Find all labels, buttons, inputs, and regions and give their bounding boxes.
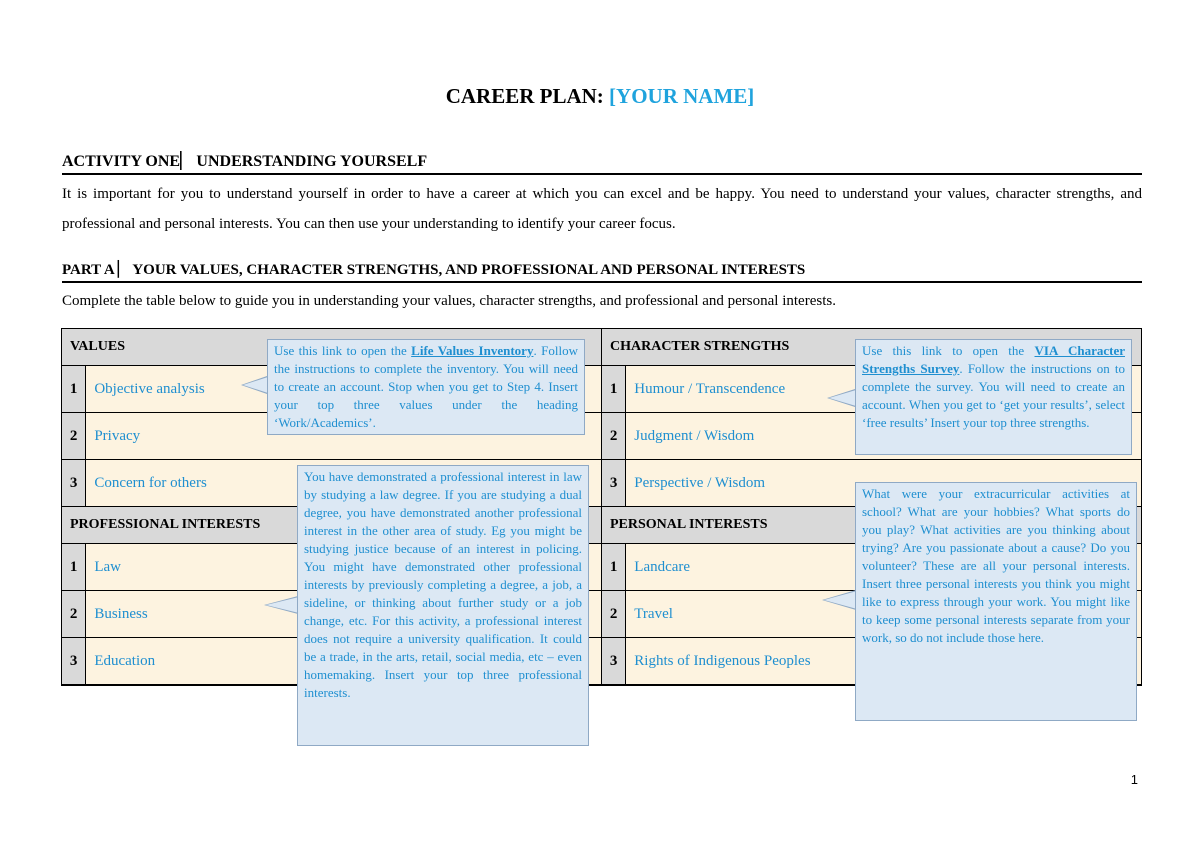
strength-2[interactable]: Judgment / Wisdom xyxy=(626,413,1142,460)
value-2[interactable]: Privacy xyxy=(86,413,602,460)
values-callout-text: Use this link to open the xyxy=(274,343,412,358)
row-number: 1 xyxy=(62,544,86,591)
strengths-callout-pointer-fill xyxy=(829,390,856,406)
professional-interest-3[interactable]: Education xyxy=(86,638,602,686)
strengths-callout xyxy=(855,339,1132,455)
row-number: 3 xyxy=(62,638,86,686)
values-callout-text-rest: . Follow the instructions to complete the inventory. You will need to create an account. Stop when you get to Step 4. Insert your top three values under the heading ‘Work/Academics’. xyxy=(274,343,578,430)
part-a-heading: PART A ▏ YOUR VALUES, CHARACTER STRENGTHS, AND PROFESSIONAL AND PERSONAL INTERESTS xyxy=(62,260,1142,283)
row-number: 2 xyxy=(62,591,86,638)
page-title xyxy=(0,84,1200,109)
personal-callout: What were your extracurricular activities at school? What are your hobbies? What sports do you play? What activities are you thinking about trying? Are you passionate about a cause? Do you volunteer? These are all your personal interests. Insert three personal interests you think you might like to express through your work. You might like to keep some personal interests separate from your work, so do not include those here. xyxy=(855,482,1137,721)
page-number: 1 xyxy=(1130,772,1138,787)
via-character-strengths-survey-link[interactable]: VIA Character Strengths Survey xyxy=(862,343,1125,376)
value-1[interactable]: Objective analysis xyxy=(86,366,602,413)
row-number: 2 xyxy=(62,413,86,460)
row-number: 3 xyxy=(601,460,625,507)
personal-interest-1[interactable]: Landcare xyxy=(626,544,1142,591)
strengths-callout-text-rest: . Follow the instructions on to complete the survey. You will need to create an account. When you get to ‘get your results’, select ‘free results’ Insert your top three strengths. xyxy=(862,361,1125,430)
life-values-inventory-link[interactable]: Life Values Inventory xyxy=(411,343,534,358)
strength-3[interactable]: Perspective / Wisdom xyxy=(626,460,1142,507)
professional-interests-header: PROFESSIONAL INTERESTS xyxy=(62,507,602,544)
strengths-header: CHARACTER STRENGTHS xyxy=(601,329,1141,366)
activity-heading: ACTIVITY ONE▏ UNDERSTANDING YOURSELF xyxy=(62,151,1142,175)
part-a-intro: Complete the table below to guide you in understanding your values, character strengths, and professional and personal interests. xyxy=(62,293,836,309)
professional-callout-pointer-fill xyxy=(266,597,299,613)
professional-callout: You have demonstrated a professional interest in law by studying a law degree. If you are studying a dual degree, you have demonstrated another professional interest in the other area of study. Eg you might be studying justice because of an interest in policing. You might have demonstrated other professional interests by previously completing a degree, a job, a sideline, or thinking about further study or a job change, etc. For this activity, a professional interest does not require a university qualification. It could be a trade, in the arts, retail, social media, etc – even homemaking. Insert your top three professional interests. xyxy=(297,465,589,746)
row-number: 1 xyxy=(601,366,625,413)
personal-interest-2[interactable]: Travel xyxy=(626,591,1142,638)
your-name-placeholder[interactable]: [YOUR NAME] xyxy=(609,84,755,108)
row-number: 2 xyxy=(601,591,625,638)
professional-interest-1[interactable]: Law xyxy=(86,544,602,591)
row-number: 3 xyxy=(62,460,86,507)
values-callout-pointer-fill xyxy=(243,377,268,393)
title-prefix: CAREER PLAN: xyxy=(445,84,610,108)
row-number: 1 xyxy=(601,544,625,591)
value-3[interactable]: Concern for others xyxy=(86,460,602,507)
personal-callout-pointer-fill xyxy=(824,591,857,609)
personal-interest-3[interactable]: Rights of Indigenous Peoples xyxy=(626,638,1142,686)
values-callout xyxy=(267,339,585,435)
values-header: VALUES xyxy=(62,329,602,366)
row-number: 2 xyxy=(601,413,625,460)
row-number: 3 xyxy=(601,638,625,686)
row-number: 1 xyxy=(62,366,86,413)
strengths-callout-text: Use this link to open the xyxy=(862,343,1035,358)
personal-interests-header: PERSONAL INTERESTS xyxy=(601,507,1141,544)
professional-interest-2[interactable]: Business xyxy=(86,591,602,638)
strength-1[interactable]: Humour / Transcendence xyxy=(626,366,1142,413)
intro-paragraph: It is important for you to understand yourself in order to have a career at which you can excel and be happy. You need to understand your values, character strengths, and professional and personal interests. You can then use your understanding to identify your career focus. xyxy=(62,186,1142,232)
